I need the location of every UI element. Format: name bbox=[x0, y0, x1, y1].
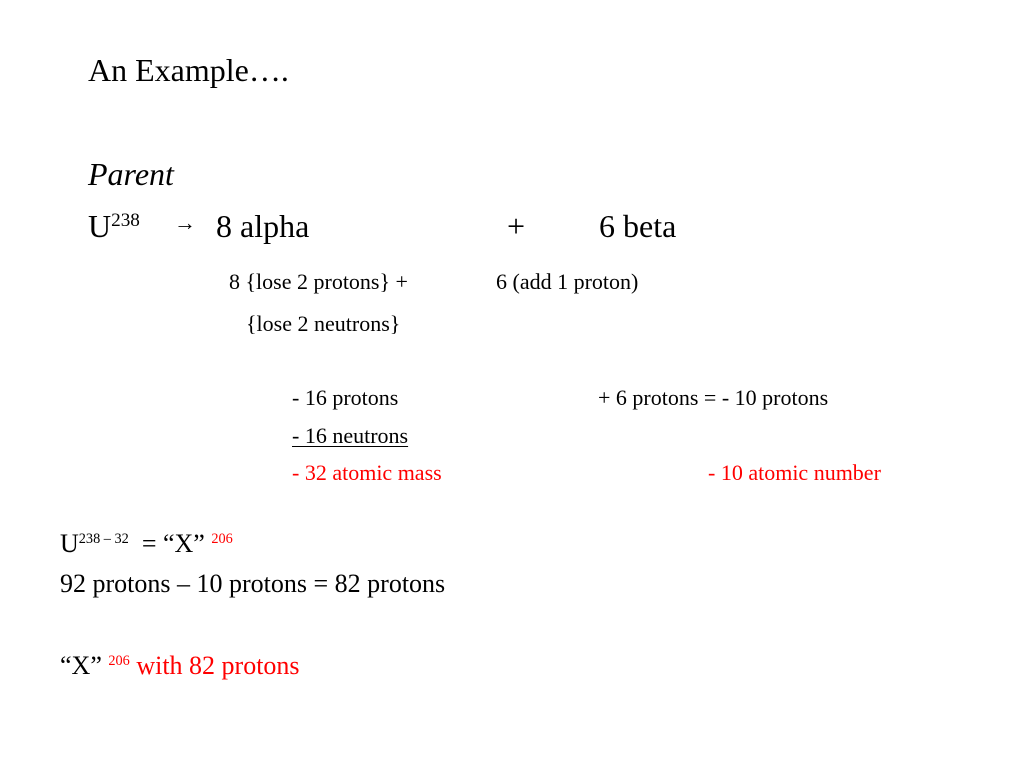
decay-equation-parent bbox=[88, 210, 140, 242]
beta-count: 6 beta bbox=[599, 208, 677, 244]
protons-calculation: 92 protons – 10 protons = 82 protons bbox=[60, 569, 446, 598]
final-mass: 206 bbox=[108, 653, 130, 670]
parent-label: Parent bbox=[88, 156, 174, 192]
beta-detail: 6 (add 1 proton) bbox=[496, 269, 639, 294]
protons-gain: + 6 protons = - 10 protons bbox=[598, 385, 829, 410]
parent-mass: 238 bbox=[111, 210, 140, 232]
parent-element: U bbox=[88, 208, 112, 244]
alpha-count: 8 alpha bbox=[216, 208, 310, 244]
alpha-detail-protons: 8 {lose 2 protons} + bbox=[229, 269, 408, 294]
protons-loss: - 16 protons bbox=[292, 385, 399, 410]
result-equals: = “X” bbox=[141, 529, 205, 558]
result-element: U bbox=[60, 529, 79, 558]
slide-title: An Example…. bbox=[88, 52, 289, 88]
alpha-detail-neutrons: {lose 2 neutrons} bbox=[246, 311, 401, 336]
result-mass-expression: 238 – 32 bbox=[78, 531, 129, 548]
number-change: - 10 atomic number bbox=[708, 460, 881, 485]
final-x: “X” bbox=[60, 651, 102, 680]
mass-change: - 32 atomic mass bbox=[292, 460, 442, 485]
final-protons: with 82 protons bbox=[136, 651, 300, 680]
plus-symbol: + bbox=[507, 208, 526, 244]
result-x-mass: 206 bbox=[211, 531, 233, 548]
neutrons-loss: - 16 neutrons bbox=[292, 423, 409, 448]
final-result bbox=[60, 653, 300, 679]
arrow-symbol: → bbox=[174, 210, 196, 235]
result-equation bbox=[60, 531, 233, 557]
